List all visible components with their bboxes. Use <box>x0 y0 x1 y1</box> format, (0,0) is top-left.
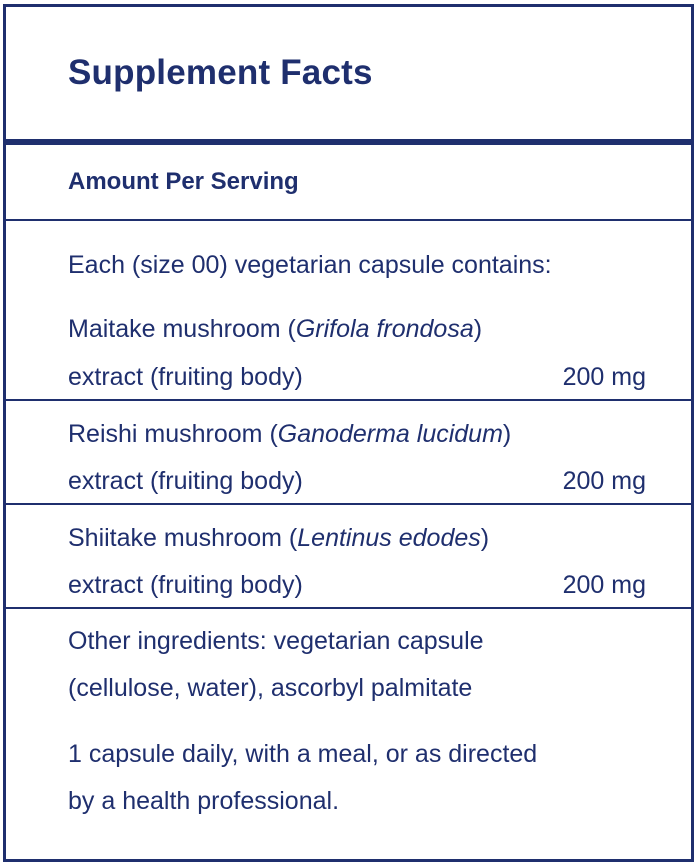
serving-header-section <box>6 145 691 221</box>
other-ingredients-line-2: (cellulose, water), ascorbyl palmitate <box>68 674 473 702</box>
ingredient-latin-name: Grifola frondosa <box>295 315 474 343</box>
serving-note: Each (size 00) vegetarian capsule contains: <box>68 251 552 279</box>
directions-line-1: 1 capsule daily, with a meal, or as directed <box>68 740 538 768</box>
ingredient-amount: 200 mg <box>562 363 646 391</box>
ingredient-latin-name: Lentinus edodes <box>297 524 481 552</box>
ingredient-divider <box>6 503 691 505</box>
ingredient-part: extract (fruiting body) <box>68 467 303 495</box>
ingredient-latin-name: Ganoderma lucidum <box>277 420 503 448</box>
ingredient-name: Reishi mushroom <box>68 420 263 448</box>
ingredient-divider <box>6 607 691 609</box>
other-ingredients-line-1: Other ingredients: vegetarian capsule <box>68 627 484 655</box>
directions-line-2: by a health professional. <box>68 787 340 815</box>
ingredient-part: extract (fruiting body) <box>68 363 303 391</box>
ingredient-amount: 200 mg <box>562 467 646 495</box>
panel-title: Supplement Facts <box>68 53 373 92</box>
amount-per-serving-heading: Amount Per Serving <box>68 168 299 195</box>
ingredient-name: Maitake mushroom <box>68 315 281 343</box>
ingredient-name-line: Shiitake mushroom (Lentinus edodes) <box>68 524 490 552</box>
supplement-facts-panel <box>3 4 694 862</box>
ingredient-amount: 200 mg <box>562 571 646 599</box>
ingredient-name: Shiitake mushroom <box>68 524 282 552</box>
ingredient-divider <box>6 399 691 401</box>
ingredient-name-line: Reishi mushroom (Ganoderma lucidum) <box>68 420 512 448</box>
title-section <box>6 7 691 145</box>
ingredient-name-line: Maitake mushroom (Grifola frondosa) <box>68 315 483 343</box>
ingredient-part: extract (fruiting body) <box>68 571 303 599</box>
